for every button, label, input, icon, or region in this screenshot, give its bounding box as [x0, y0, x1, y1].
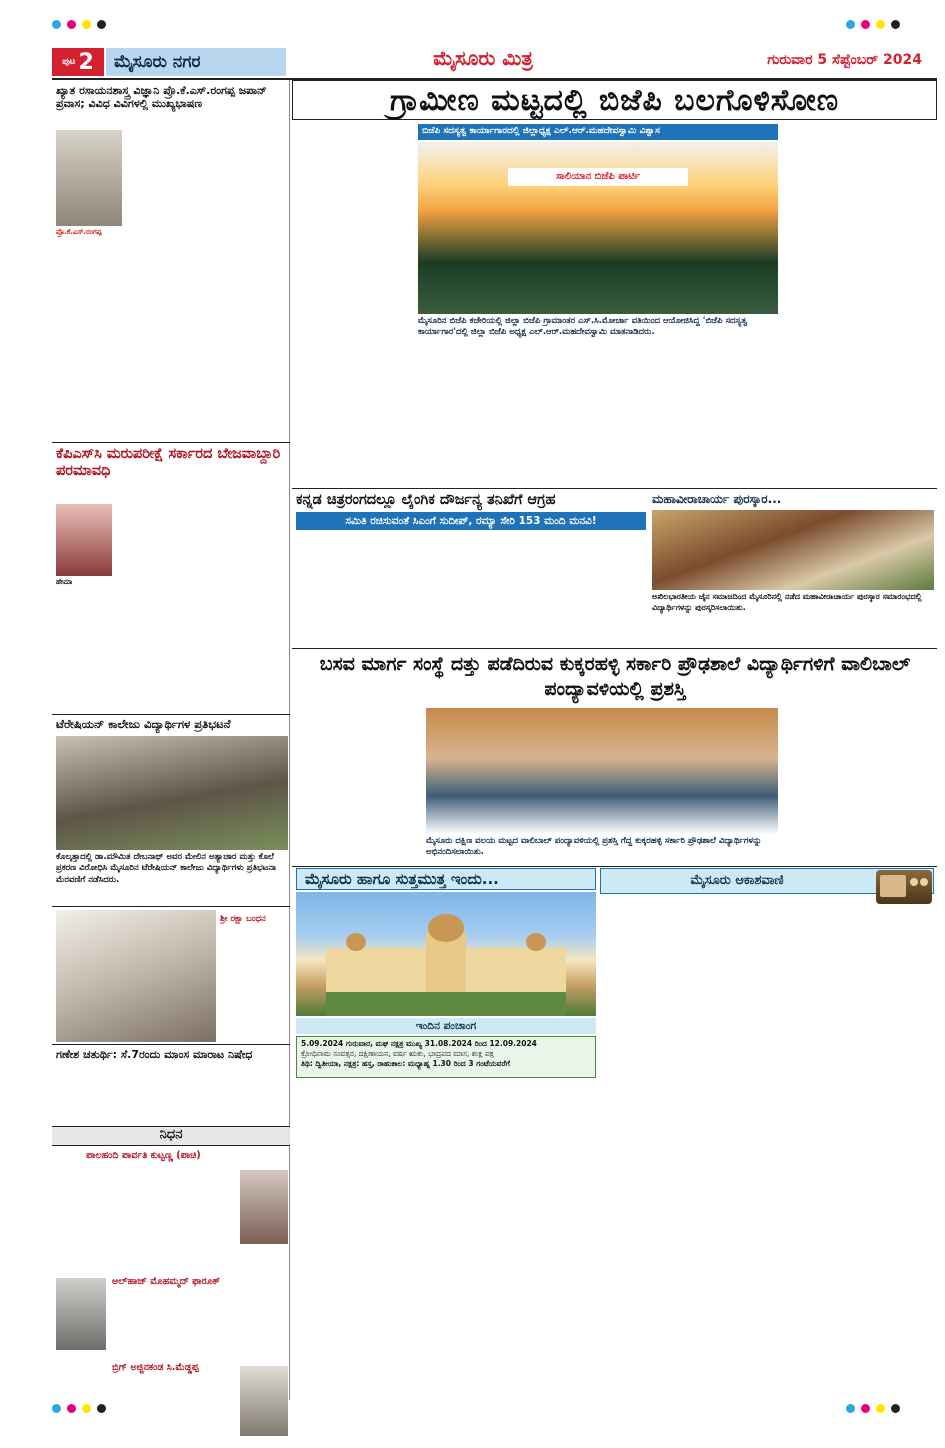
divider [52, 1044, 290, 1045]
divider [292, 488, 937, 489]
panchanga-title: ಇಂದಿನ ಪಂಚಾಂಗ [296, 1018, 596, 1034]
page-label: ಪುಟ [62, 57, 76, 67]
today-banner: ಮೈಸೂರು ಹಾಗೂ ಸುತ್ತಮುತ್ತ ಇಂದು... [296, 868, 596, 890]
divider [52, 714, 290, 715]
mahaveera-caption: ಅಖಿಲಭಾರತೀಯ ಜೈನ ಸಮಾಜದಿಂದ ಮೈಸೂರಿನಲ್ಲಿ ನಡೆದ ಮಹಾವೀರಾಚಾರ್ಯ ಪುರಸ್ಕಾರ ಸಮಾರಂಭದಲ್ಲಿ ವಿದ್ಯಾರ್ಥಿಗಳನ್ನು ಪುರಸ್ಕರಿಸಲಾಯಿತು. [652, 592, 922, 612]
today-events-list-right [600, 1138, 934, 1400]
article-teresian-headline: ಟೆರೇಷಿಯನ್ ಕಾಲೇಜು ವಿದ್ಯಾರ್ಥಿಗಳ ಪ್ರತಿಭಟನೆ [56, 717, 231, 731]
radio-icon [876, 870, 932, 904]
lead-headline: ಗ್ರಾಮೀಣ ಮಟ್ಟದಲ್ಲಿ ಬಿಜೆಪಿ ಬಲಗೊಳಿಸೋಣ [292, 80, 937, 120]
protest-march-photo [56, 736, 288, 850]
obituary-header: ನಿಧನ [52, 1126, 290, 1146]
page-number-value: 2 [78, 49, 94, 75]
mysore-palace-photo [296, 892, 596, 1016]
radio-schedule-body [600, 908, 934, 1136]
panchanga-line-3: ತಿಥಿ: ದ್ವಿತೀಯಾ, ನಕ್ಷತ್ರ: ಹಸ್ತ, ರಾಹುಕಾಲ: ಮಧ್ಯಾಹ್ನ 1.30 ರಿಂದ 3 ಗಂಟೆಯವರೆಗೆ [301, 1059, 510, 1069]
lead-body-lower [296, 346, 774, 484]
divider [292, 648, 937, 649]
hema-photo-caption: ಹೇಮಾ [56, 578, 73, 586]
raksha-bandhan-label: ಶ್ರೀ ರಕ್ಷಾ ಬಂಧನ [220, 914, 266, 924]
bjp-workshop-photo [418, 142, 778, 314]
left-column [52, 80, 290, 1400]
article-rangappa-headline: ಖ್ಯಾತ ರಸಾಯನಶಾಸ್ತ್ರ ವಿಜ್ಞಾನಿ ಪ್ರೊ.ಕೆ.ಎಸ್.ರಂಗಪ್ಪ ಜಪಾನ್ ಪ್ರವಾಸ; ವಿವಿಧ ವಿವಿಗಳಲ್ಲಿ ಮುಖ್ಯಭಾಷಣ [56, 84, 267, 111]
palace-illustration [296, 892, 596, 1016]
registration-dots-top-left [52, 20, 106, 29]
registration-dots-bottom-right [846, 1404, 900, 1413]
article-kpsc-headline: ಕೆಪಿಎಸ್‌ಸಿ ಮರುಪರೀಕ್ಷೆ ಸರ್ಕಾರದ ಬೇಜವಾಬ್ದಾರಿ ಪರಮಾವಧಿ [56, 446, 281, 480]
lead-body-col4 [782, 124, 934, 484]
volleyball-headline: ಬಸವ ಮಾರ್ಗ ಸಂಸ್ಥೆ ದತ್ತು ಪಡೆದಿರುವ ಕುಕ್ಕರಹಳ್ಳಿ ಸರ್ಕಾರಿ ಪ್ರೌಢಶಾಲೆ ವಿದ್ಯಾರ್ಥಿಗಳಿಗೆ ವಾಲಿಬಾಲ್ ಪಂದ್ಯಾವಳಿಯಲ್ಲಿ ಪ್ರಶಸ್ತಿ [319, 653, 911, 700]
section-title: ಮೈಸೂರು ನಗರ [106, 48, 286, 76]
panchanga-box [296, 1036, 596, 1078]
obituary-3-body [56, 1376, 236, 1448]
mahaveera-headline: ಮಹಾವೀರಾಚಾರ್ಯ ಪುರಸ್ಕಾರ... [652, 492, 782, 506]
volleyball-caption: ಮೈಸೂರು ದಕ್ಷಿಣ ವಲಯ ಮಟ್ಟದ ವಾಲಿಬಾಲ್ ಪಂದ್ಯಾವಳಿಯಲ್ಲಿ ಪ್ರಶಸ್ತಿ ಗೆದ್ದ ಕುಕ್ಕರಹಳ್ಳಿ ಸರ್ಕಾರಿ ಪ್ರೌಢಶಾಲೆ ವಿದ್ಯಾರ್ಥಿಗಳನ್ನು ಅಭಿನಂದಿಸಲಾಯಿತು. [426, 836, 762, 858]
dateline: ಗುರುವಾರ 5 ಸೆಪ್ಟೆಂಬರ್ 2024 [767, 52, 922, 68]
mahaveera-photo [652, 510, 934, 590]
volleyball-body-col1 [296, 708, 422, 868]
radio-title: ಮೈಸೂರು ಆಕಾಶವಾಣಿ [600, 868, 934, 894]
divider [52, 906, 290, 907]
obituary-2-body [110, 1290, 288, 1356]
lead-photo-caption: ಮೈಸೂರಿನ ಬಿಜೆಪಿ ಕಚೇರಿಯಲ್ಲಿ ಜಿಲ್ಲಾ ಬಿಜೆಪಿ ಗ್ರಾಮಾಂತರ ಎಸ್.ಸಿ.ಮೋರ್ಚಾ ವತಿಯಿಂದ ಆಯೋಜಿಸಿದ್ದ 'ಬಿಜೆಪಿ ಸದಸ್ಯತ್ವ ಕಾರ್ಯಾಗಾರ'ದಲ್ಲಿ ಜಿಲ್ಲಾ ಬಿಜೆಪಿ ಅಧ್ಯಕ್ಷ ಎಲ್.ಆರ್.ಮಹದೇವಸ್ವಾಮಿ ಮಾತನಾಡಿದರು. [418, 316, 748, 338]
panchanga-line-1: 5.09.2024 ಗುರುವಾರ, ಮಘ ನಕ್ಷತ್ರ ಮುಖ್ಯ 31.08.2024 ರಿಂದ 12.09.2024 [301, 1039, 537, 1048]
lead-body-col1 [296, 124, 414, 344]
obituary-2-name: ಅಲ್‌ಹಾಜ್ ಮೊಹಮ್ಮದ್ ಫಾರೂಕ್ [112, 1276, 221, 1287]
film-body [296, 534, 646, 644]
obituary-2-photo [56, 1278, 106, 1350]
film-headline: ಕನ್ನಡ ಚಿತ್ರರಂಗದಲ್ಲೂ ಲೈಂಗಿಕ ದೌರ್ಜನ್ಯ ತನಿಖೆಗೆ ಆಗ್ರಹ [296, 492, 556, 508]
lead-kicker: ಬಿಜೆಪಿ ಸದಸ್ಯತ್ವ ಕಾರ್ಯಾಗಾರದಲ್ಲಿ ಜಿಲ್ಲಾಧ್ಯಕ್ಷ ಎಲ್.ಆರ್.ಮಹದೇವಸ್ವಾಮಿ ವಿಶ್ವಾಸ [418, 124, 778, 140]
obituary-1-name: ಪಾಲಹಂದಿ ಪಾರ್ವತಿ ಕುಟ್ಟಣ್ಣ (ಪಾಚಿ) [86, 1150, 201, 1161]
divider [292, 866, 937, 867]
obituary-3-photo [240, 1366, 288, 1436]
obituary-3-name: ಬ್ರಿಗ್ ಅಜ್ಜಿನಕಂಡ ಸಿ.ಮೆಡ್ಡಪ್ಪ [112, 1362, 199, 1373]
article-ganesha-body [56, 1062, 288, 1124]
page-number [52, 48, 104, 76]
article-rangappa-body [56, 122, 288, 440]
volleyball-body-col4 [782, 708, 934, 868]
rangappa-photo-caption: ಪ್ರೊ.ಕೆ.ಎಸ್.ರಂಗಪ್ಪ [56, 228, 102, 236]
panchanga-line-2: ಕ್ರೋಧಿನಾಮ ಸಂವತ್ಸರ, ದಕ್ಷಿಣಾಯನ, ವರ್ಷ ಋತು, ಭಾದ್ರಪದ ಮಾಸ, ಶುಕ್ಲ ಪಕ್ಷ [301, 1049, 494, 1059]
volleyball-team-photo [426, 708, 778, 834]
stage-banner-text: ಸಾಲಿಯಾನ ಬಿಜೆಪಿ ಪಾರ್ಟಿ [508, 168, 688, 186]
divider [52, 442, 290, 443]
obituary-1-body [56, 1164, 236, 1270]
article-ganesha-headline: ಗಣೇಶ ಚತುರ್ಥಿ: ಸೆ.7ರಂದು ಮಾಂಸ ಮಾರಾಟ ನಿಷೇಧ [56, 1048, 253, 1061]
film-strapline: ಸಮಿತಿ ರಚಿಸುವಂತೆ ಸಿಎಂಗೆ ಸುದೀಪ್, ರಮ್ಯಾ ಸೇರಿ 153 ಮಂದಿ ಮನವಿ! [296, 512, 646, 530]
masthead: ಮೈಸೂರು ಮಿತ್ರ [433, 46, 533, 70]
registration-dots-top-right [846, 20, 900, 29]
obituary-1-photo [240, 1170, 288, 1244]
article-kpsc-body [56, 494, 288, 716]
raksha-bandhan-photo [56, 910, 216, 1042]
today-events-list-left [296, 1082, 596, 1400]
protest-photo-caption: ಕೊಲ್ಕತ್ತಾದಲ್ಲಿ ಡಾ.ಮೌಮಿತ ದೇಬನಾಥ್ ಅವರ ಮೇಲಿನ ಅತ್ಯಾಚಾರ ಮತ್ತು ಕೊಲೆ ಪ್ರಕರಣ ವಿರೋಧಿಸಿ ಮೈಸೂರಿನ ಟೆರೇಷಿಯನ್ ಕಾಲೇಜು ವಿದ್ಯಾರ್ಥಿಗಳು ಪ್ರತಿಭಟನಾ ಮೆರವಣಿಗೆ ನಡೆಸಿದರು. [56, 852, 277, 885]
